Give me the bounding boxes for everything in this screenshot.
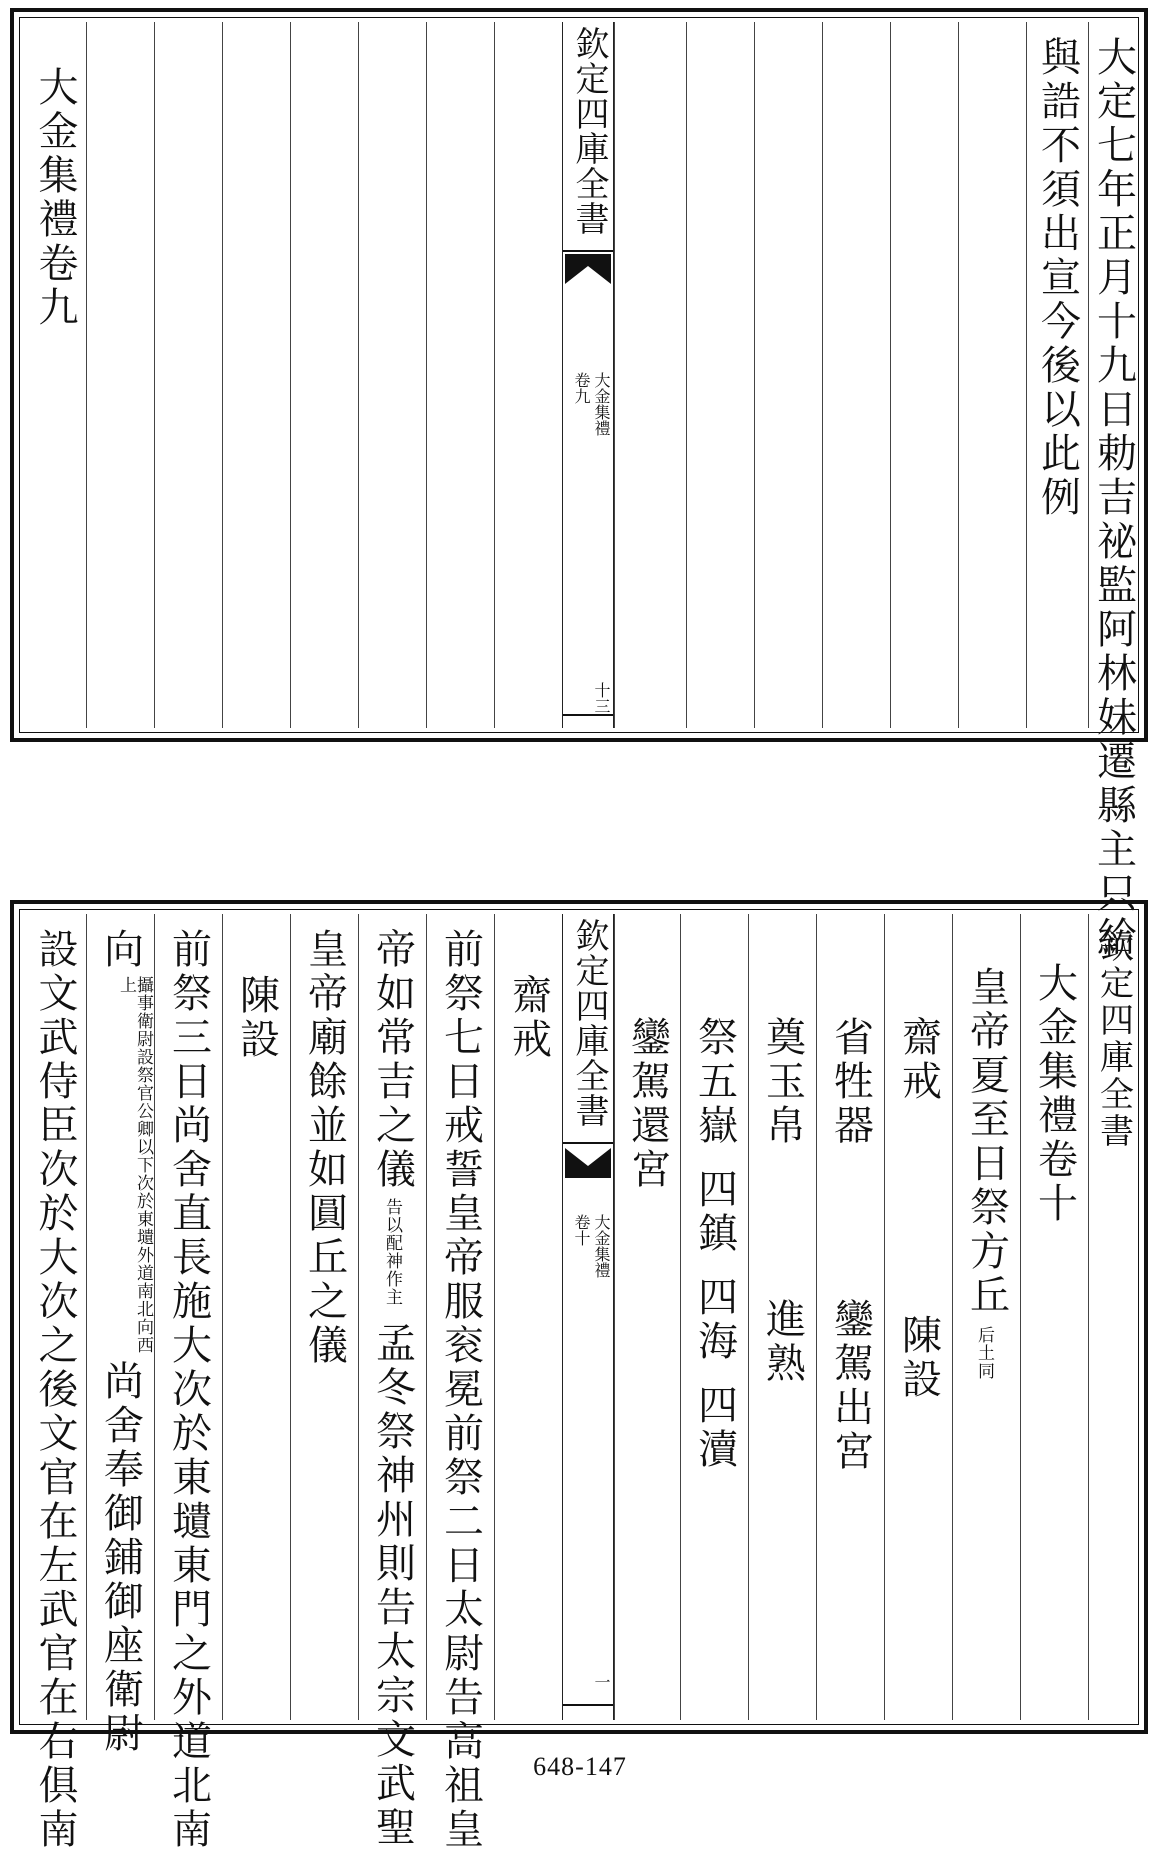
top-col-14 (154, 22, 222, 728)
bottom-col-15-text-2: 尚舍奉御鋪御座衛尉 (97, 1360, 144, 1756)
bottom-fold-volume (571, 1214, 611, 1278)
bottom-col-2 (1020, 914, 1088, 1720)
bottom-col-10-text: 前祭七日戒誓皇帝服衮冕前祭二日太尉告高祖皇 (437, 928, 484, 1852)
bottom-col-7-text-4: 四瀆 (691, 1384, 738, 1472)
top-fold-volume-line-1: 大金集禮 (592, 372, 611, 436)
bottom-fold-volume-line-2: 卷十 (572, 1214, 591, 1246)
top-col-6 (754, 22, 822, 728)
bottom-col-4-text-2: 陳設 (895, 1314, 942, 1402)
top-fold-page-number: 十三 (592, 682, 611, 714)
bottom-col-11-note: 告以配神作主 (382, 1198, 402, 1306)
bottom-col-3-note: 后土同 (974, 1326, 994, 1380)
bottom-col-13 (222, 914, 290, 1720)
bottom-col-11-text-2: 孟冬祭神州則告太宗文武聖 (369, 1322, 416, 1850)
top-fold-fishtail-mark (565, 254, 611, 284)
bottom-col-6-text-2: 進熟 (759, 1298, 806, 1386)
top-col-7 (686, 22, 754, 728)
top-col-16-text: 大金集禮卷九 (32, 66, 78, 330)
top-col-5 (822, 22, 890, 728)
page-footer-number: 648-147 (533, 1752, 627, 1781)
top-col-11 (358, 22, 426, 728)
bottom-col-13-text: 陳設 (233, 974, 280, 1062)
bottom-col-9 (494, 914, 562, 1720)
top-col-1 (1088, 22, 1138, 960)
top-col-16 (24, 22, 86, 728)
top-col-13 (222, 22, 290, 728)
bottom-col-3 (952, 914, 1020, 1720)
top-col-1-text: 大定七年正月十九日勅吉祕監阿林妹遷縣主只給 (1090, 36, 1137, 960)
bottom-col-5 (816, 914, 884, 1720)
bottom-col-3-text: 皇帝夏至日祭方丘 (963, 966, 1010, 1318)
top-col-8 (614, 22, 686, 728)
bottom-fold-volume-line-1: 大金集禮 (592, 1214, 611, 1278)
top-col-2-text: 與誥不須出宣今後以此例 (1034, 36, 1081, 520)
bottom-col-4-text: 齋戒 (895, 1016, 942, 1104)
bottom-col-14-text: 前祭三日尚舍直長施大次於東壝東門之外道北南 (165, 928, 212, 1852)
bottom-fold-fishtail-mark (565, 1148, 611, 1178)
bottom-col-8-text: 鑾駕還宮 (624, 1016, 671, 1192)
bottom-col-7-text-3: 四海 (691, 1276, 738, 1364)
bottom-col-12-text: 皇帝廟餘並如圓丘之儀 (301, 928, 348, 1368)
top-col-3 (958, 22, 1026, 728)
bottom-fold-page-number: 一 (592, 1674, 611, 1690)
bottom-col-12 (290, 914, 358, 1720)
top-col-12 (290, 22, 358, 728)
top-col-9 (494, 22, 562, 728)
top-fold-title: 欽定四庫全書 (569, 26, 609, 236)
bottom-fold-column (562, 914, 614, 1720)
top-col-2 (1026, 22, 1088, 728)
top-fold-volume-line-2: 卷九 (572, 372, 591, 404)
top-col-10 (426, 22, 494, 728)
bottom-fold-title: 欽定四庫全書 (569, 918, 609, 1128)
bottom-col-9-text: 齋戒 (505, 974, 552, 1062)
bottom-col-14 (154, 914, 222, 1852)
bottom-col-8 (614, 914, 680, 1720)
bottom-col-5-text: 省牲器 (827, 1016, 874, 1148)
bottom-col-15-note: 攝事衛尉設祭官公卿以下次於東壝外道南北向西上 (116, 976, 153, 1354)
bottom-col-11-text: 帝如常吉之儀 (369, 928, 416, 1192)
top-fold-volume (571, 372, 611, 436)
bottom-col-4 (884, 914, 952, 1720)
top-col-4 (890, 22, 958, 728)
top-page (10, 8, 1148, 960)
bottom-col-5-text-2: 鑾駕出宮 (827, 1298, 874, 1474)
bottom-col-7-text-2: 四鎮 (691, 1168, 738, 1256)
bottom-col-11 (358, 914, 426, 1850)
top-fold-column (562, 22, 614, 728)
bottom-col-16 (24, 914, 86, 1852)
bottom-col-1-text: 欽定四庫全書 (1093, 928, 1134, 1150)
bottom-col-7 (680, 914, 748, 1720)
top-col-15 (86, 22, 154, 728)
bottom-col-2-text: 大金集禮卷十 (1031, 962, 1078, 1226)
bottom-col-15 (86, 914, 154, 1756)
bottom-col-15-text: 向 (97, 928, 144, 972)
bottom-col-1 (1088, 914, 1138, 1720)
bottom-col-7-text: 祭五嶽 (691, 1016, 738, 1148)
bottom-col-10 (426, 914, 494, 1852)
bottom-col-6 (748, 914, 816, 1720)
bottom-col-6-text: 奠玉帛 (759, 1016, 806, 1148)
bottom-col-16-text: 設文武侍臣次於大次之後文官在左武官在右俱南 (32, 928, 78, 1852)
